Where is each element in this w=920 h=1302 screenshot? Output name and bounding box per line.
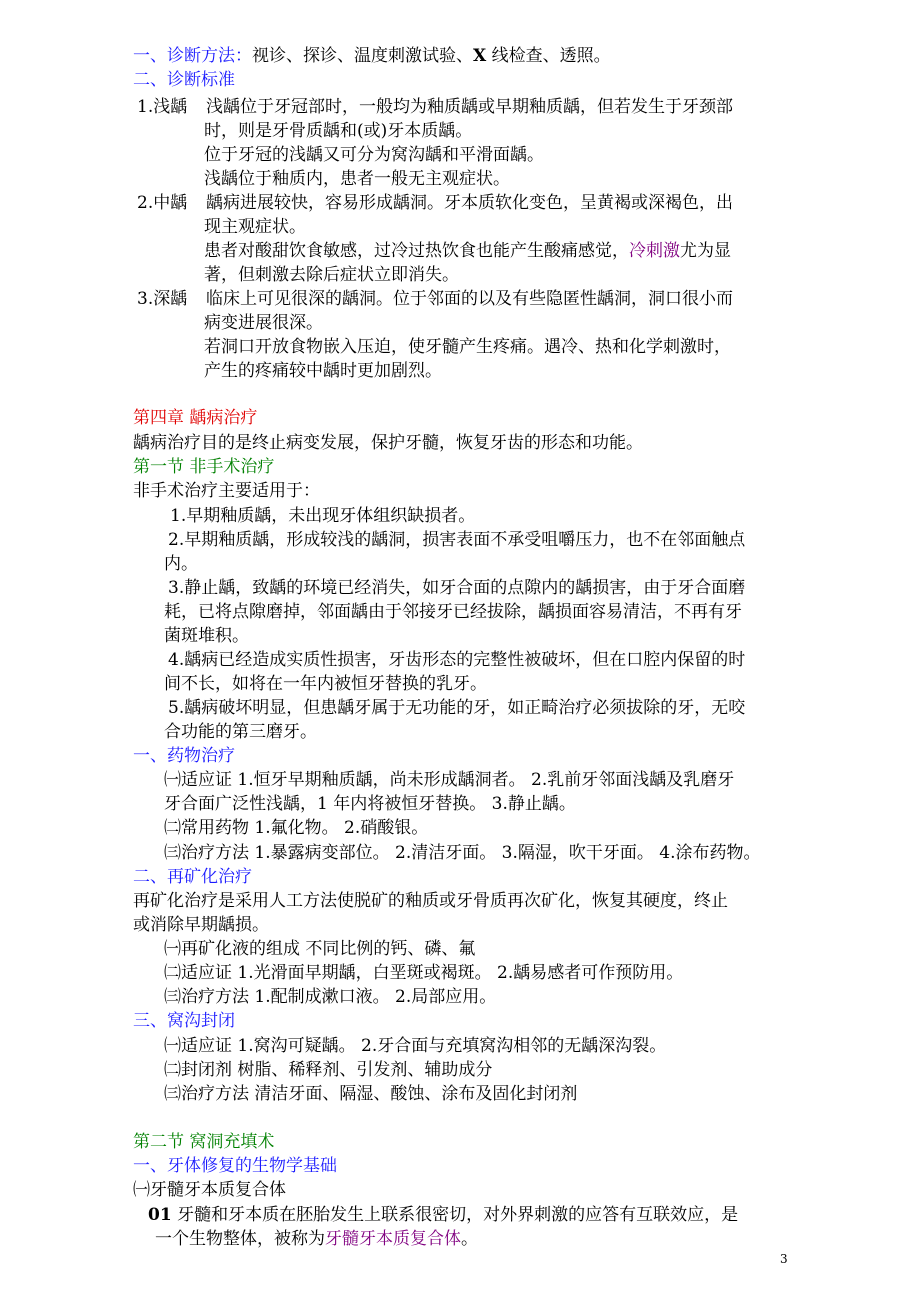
- medium-caries-label: 2.中龋: [137, 193, 188, 213]
- page-number: 3: [780, 1252, 788, 1266]
- pulp-dentin-line-2-end: 。: [461, 1229, 478, 1249]
- remineralization-desc-line-2: 或消除早期龋损。: [133, 915, 269, 935]
- diagnosis-standard-heading: 二、诊断标准: [133, 70, 235, 90]
- indication-item-2-line-1: 2.早期釉质龋，形成较浅的龋洞，损害表面不承受咀嚼压力，也不在邻面触点: [168, 530, 746, 550]
- medium-caries-line-3-end: 尤为显: [680, 241, 731, 261]
- drug-common-agents: ㈡常用药物 1.氟化物。 2.硝酸银。: [164, 818, 429, 838]
- shallow-caries-line-2: 时，则是牙骨质龋和(或)牙本质龋。: [204, 121, 473, 141]
- pulp-dentin-complex-heading: ㈠牙髓牙本质复合体: [133, 1180, 286, 1200]
- indication-item-1: 1.早期釉质龋，未出现牙体组织缺损者。: [170, 506, 476, 526]
- section-1-intro: 非手术治疗主要适用于：: [133, 481, 320, 501]
- medium-caries-line-3: [204, 239, 731, 263]
- pulp-dentin-complex-term: 牙髓牙本质复合体: [325, 1229, 461, 1249]
- indication-item-5-line-1: 5.龋病破坏明显，但患龋牙属于无功能的牙，如正畸治疗必须拔除的牙，无咬: [168, 698, 746, 718]
- fissure-sealing-heading: 三、窝沟封闭: [133, 1011, 235, 1031]
- chapter-title: 第四章 龋病治疗: [133, 408, 258, 428]
- deep-caries-line-2: 病变进展很深。: [204, 313, 323, 333]
- biological-basis-heading: 一、牙体修复的生物学基础: [133, 1156, 337, 1176]
- remineralization-indication: ㈡适应证 1.光滑面早期龋，白垩斑或褐斑。 2.龋易感者可作预防用。: [164, 963, 684, 983]
- drug-indication-line-1: ㈠适应证 1.恒牙早期釉质龋，尚未形成龋洞者。 2.乳前牙邻面浅龋及乳磨牙: [164, 770, 735, 790]
- diagnosis-method-line: [133, 44, 611, 68]
- diagnosis-method-text: 视诊、探诊、温度刺激试验、: [252, 46, 473, 66]
- section-2-title: 第二节 窝洞充填术: [133, 1132, 275, 1152]
- remineralization-desc-line-1: 再矿化治疗是采用人工方法使脱矿的釉质或牙骨质再次矿化，恢复其硬度，终止: [133, 891, 728, 911]
- remineralization-method: ㈢治疗方法 1.配制成漱口液。 2.局部应用。: [164, 987, 497, 1007]
- remineralization-composition: ㈠再矿化液的组成 不同比例的钙、磷、氟: [164, 939, 476, 959]
- fissure-sealing-indication: ㈠适应证 1.窝沟可疑龋。 2.牙合面与充填窝沟相邻的无龋深沟裂。: [164, 1036, 667, 1056]
- medium-caries-line-2: 现主观症状。: [204, 217, 306, 237]
- pulp-dentin-paragraph-line-2: [155, 1227, 478, 1251]
- diagnosis-method-heading: 一、诊断方法：: [133, 46, 252, 66]
- fissure-sealing-method: ㈢治疗方法 清洁牙面、隔湿、酸蚀、涂布及固化封闭剂: [164, 1084, 578, 1104]
- paragraph-number: 01: [148, 1205, 172, 1225]
- shallow-caries-line-3: 位于牙冠的浅龋又可分为窝沟龋和平滑面龋。: [204, 145, 544, 165]
- drug-therapy-heading: 一、药物治疗: [133, 746, 235, 766]
- shallow-caries-label: 1.浅龋: [137, 97, 188, 117]
- indication-item-4-line-1: 4.龋病已经造成实质性损害，牙齿形态的完整性被破坏，但在口腔内保留的时: [168, 650, 746, 670]
- diagnosis-method-x: X: [473, 46, 487, 66]
- pulp-dentin-line-1-text: 牙髓和牙本质在胚胎发生上联系很密切，对外界刺激的应答有互联效应，是: [171, 1205, 739, 1225]
- chapter-intro: 龋病治疗目的是终止病变发展，保护牙髓，恢复牙齿的形态和功能。: [133, 433, 643, 453]
- indication-item-4-line-2: 间不长，如将在一年内被恒牙替换的乳牙。: [164, 674, 487, 694]
- medium-caries-line-1: 龋病进展较快，容易形成龋洞。牙本质软化变色，呈黄褐或深褐色，出: [206, 193, 733, 213]
- pulp-dentin-paragraph-line-1: [148, 1203, 738, 1227]
- cold-stimulus-term: 冷刺激: [629, 241, 680, 261]
- deep-caries-label: 3.深龋: [137, 289, 188, 309]
- medium-caries-line-4: 著，但刺激去除后症状立即消失。: [204, 265, 459, 285]
- deep-caries-line-4: 产生的疼痛较中龋时更加剧烈。: [204, 361, 442, 381]
- indication-item-3-line-1: 3.静止龋，致龋的环境已经消失，如牙合面的点隙内的龋损害，由于牙合面磨: [168, 578, 746, 598]
- pulp-dentin-line-2-text: 一个生物整体，被称为: [155, 1229, 325, 1249]
- diagnosis-method-end: 线检查、透照。: [486, 46, 611, 66]
- remineralization-heading: 二、再矿化治疗: [133, 867, 252, 887]
- shallow-caries-line-1: 浅龋位于牙冠部时，一般均为釉质龋或早期釉质龋，但若发生于牙颈部: [206, 97, 733, 117]
- indication-item-2-line-2: 内。: [164, 554, 198, 574]
- drug-indication-line-2: 牙合面广泛性浅龋，1 年内将被恒牙替换。 3.静止龋。: [164, 794, 576, 814]
- indication-item-3-line-2: 耗，已将点隙磨掉，邻面龋由于邻接牙已经拔除，龋损面容易清洁，不再有牙: [164, 602, 742, 622]
- indication-item-5-line-2: 合功能的第三磨牙。: [164, 722, 317, 742]
- medium-caries-line-3-text: 患者对酸甜饮食敏感，过冷过热饮食也能产生酸痛感觉，: [204, 241, 629, 261]
- shallow-caries-line-4: 浅龋位于釉质内，患者一般无主观症状。: [204, 169, 510, 189]
- drug-treatment-method: ㈢治疗方法 1.暴露病变部位。 2.清洁牙面。 3.隔湿，吹干牙面。 4.涂布药物。: [164, 843, 761, 863]
- fissure-sealant-components: ㈡封闭剂 树脂、稀释剂、引发剂、辅助成分: [164, 1060, 493, 1080]
- indication-item-3-line-3: 菌斑堆积。: [164, 626, 249, 646]
- section-1-title: 第一节 非手术治疗: [133, 457, 275, 477]
- deep-caries-line-1: 临床上可见很深的龋洞。位于邻面的以及有些隐匿性龋洞，洞口很小而: [206, 289, 733, 309]
- deep-caries-line-3: 若洞口开放食物嵌入压迫，使牙髓产生疼痛。遇冷、热和化学刺激时，: [204, 337, 731, 357]
